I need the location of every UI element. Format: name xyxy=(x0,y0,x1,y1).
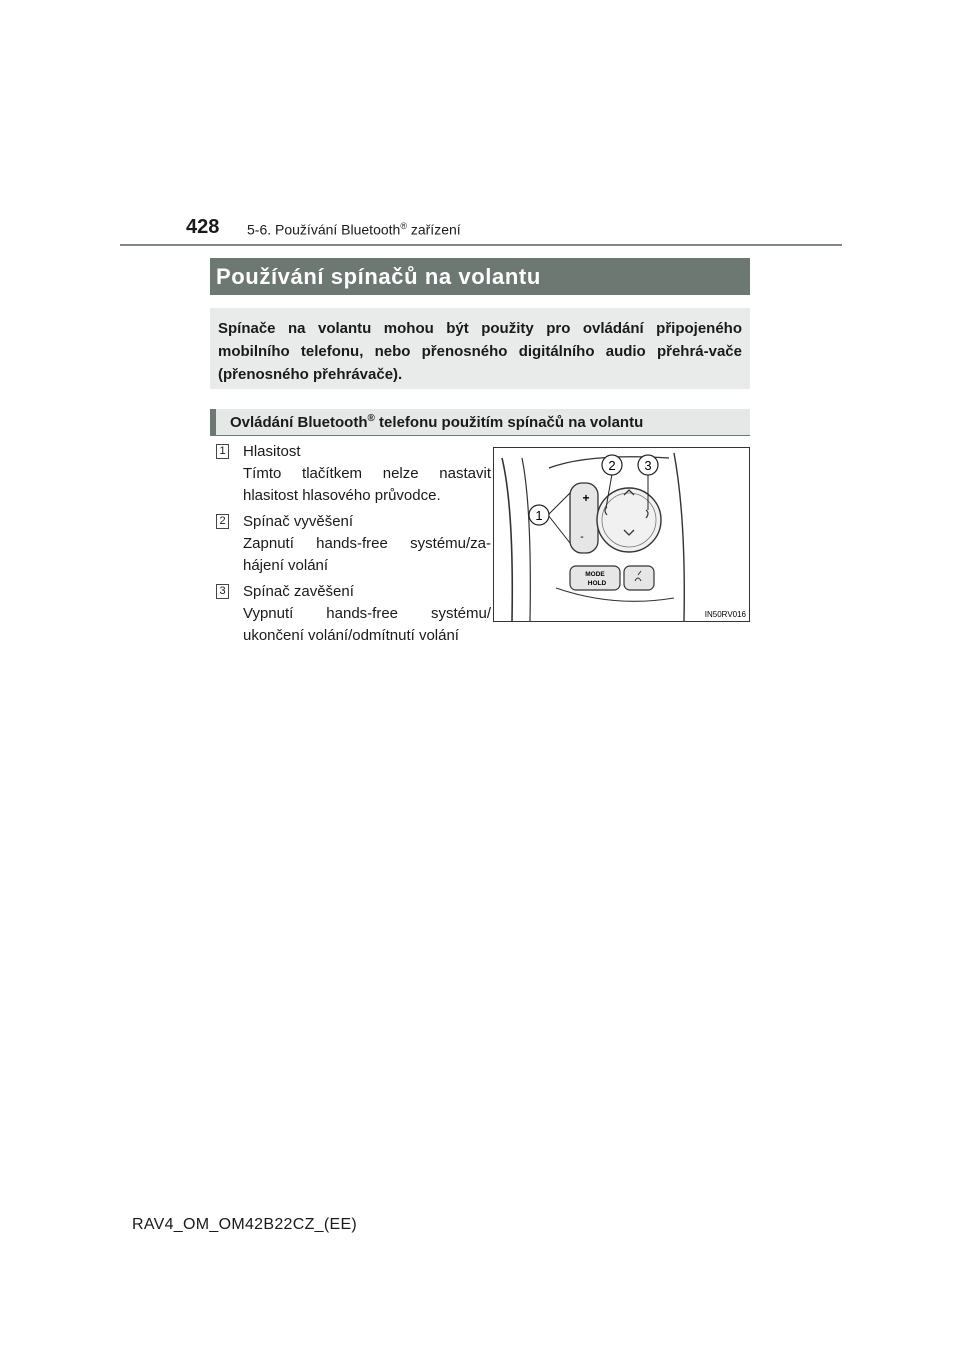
steering-switch-figure xyxy=(493,447,750,622)
item-title: Spínač vyvěšení xyxy=(243,513,354,530)
volume-plus-label: + xyxy=(582,491,590,505)
subsection-title xyxy=(210,409,750,436)
subsection-suffix: telefonu použitím spínačů na volantu xyxy=(374,414,644,431)
callout-2-label: 2 xyxy=(608,458,616,473)
intro-box xyxy=(210,308,750,389)
header-suffix: zařízení xyxy=(406,221,461,238)
item-description: Tímto tlačítkem nelze nastavit hlasitost hlasového průvodce. xyxy=(243,465,491,504)
mode-label: MODE xyxy=(585,571,605,578)
registered-mark: ® xyxy=(367,413,375,424)
header-rule xyxy=(120,244,842,246)
volume-minus-label: - xyxy=(580,531,584,543)
figure-code: IN50RV016 xyxy=(704,610,746,619)
round-control-pad xyxy=(597,488,661,552)
footer-doc-code: RAV4_OM_OM42B22CZ_(EE) xyxy=(132,1216,358,1233)
callout-3-label: 3 xyxy=(644,458,652,473)
item-description: Vypnutí hands-free systému/ ukončení volání/odmítnutí volání xyxy=(243,605,491,644)
hub-right-edge xyxy=(674,453,684,621)
item-description: Zapnutí hands-free systému/za-hájení volání xyxy=(243,535,491,574)
registered-mark: ® xyxy=(400,221,407,231)
page-number: 428 xyxy=(186,216,220,238)
item-title: Hlasitost xyxy=(243,443,301,460)
header-prefix: 5-6. Používání Bluetooth xyxy=(247,221,401,238)
item-number-badge: 1 xyxy=(216,444,229,459)
item-number-badge: 3 xyxy=(216,584,229,599)
item-number-badge: 2 xyxy=(216,514,229,529)
wheel-rim-inner xyxy=(522,458,530,621)
item-title: Spínač zavěšení xyxy=(243,583,354,600)
intro-text: Spínače na volantu mohou být použity pro ovládání připojeného mobilního telefonu, nebo přenosného digitálního audio přehrá-vače (přenosného přehrávače). xyxy=(218,320,742,383)
callout-1-label: 1 xyxy=(535,508,543,523)
hold-label: HOLD xyxy=(587,580,607,587)
running-header xyxy=(247,221,461,238)
section-title: Používání spínačů na volantu xyxy=(210,258,750,295)
subsection-prefix: Ovládání Bluetooth xyxy=(230,414,368,431)
wheel-rim-outline xyxy=(502,458,512,621)
steering-wheel-illustration xyxy=(494,448,749,621)
